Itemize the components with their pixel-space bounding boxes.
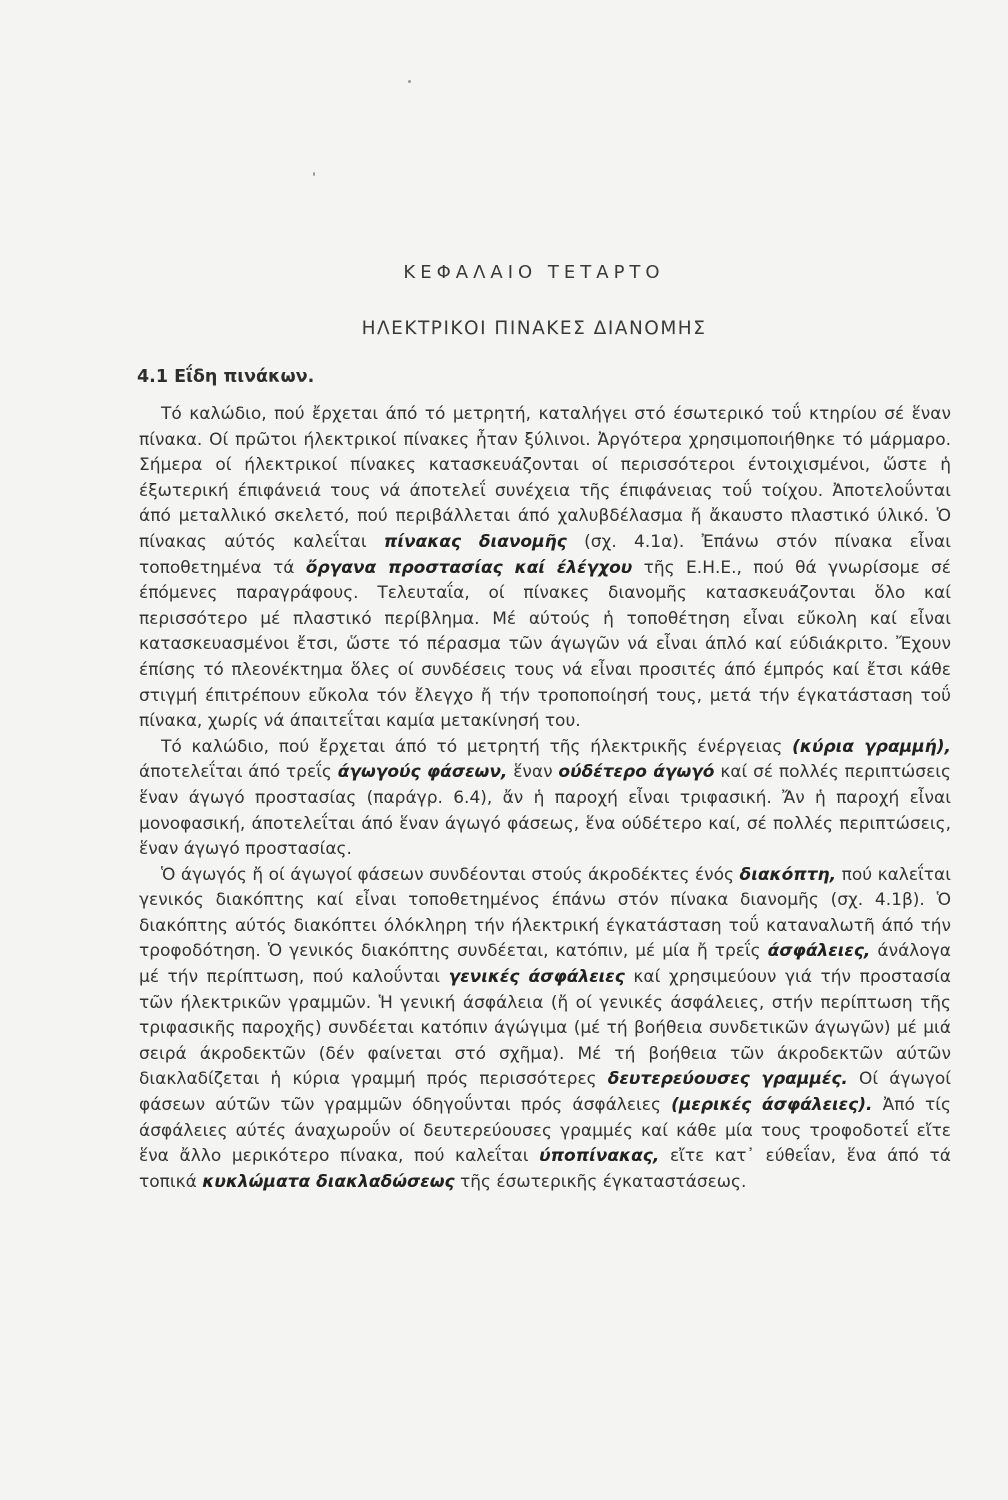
section-heading: 4.1 Εΐδη πινάκων. (137, 367, 315, 387)
text-run: Τό καλώδιο, πού ἔρχεται άπό τό μετρητή, καταλήγει στό έσωτερικό τοΰ κτηρίου σέ ἕναν πίνακα. Οί πρῶτοι ήλεκτρικοί πίνακες ἦταν ξύλινοι. Ἀργότερα χρησιμοποιήθηκε τό μάρμαρο. Σήμερα οί ήλεκτρικοί πίνακες κατασκευάζονται οί περισσότεροι έντοιχισμένοι, ὥστε ἡ έξωτερική έπιφάνειά τους νά άποτελεΐ συνέχεια τῆς έπιφάνειας τοΰ τοίχου. Ἀποτελοΰνται άπό μεταλλικό σκελετό, πού περιβάλλεται άπό χαλυβδέλασμα ἤ ἄκαυστο πλαστικό ύλικό. Ὁ πίνακας αύτός καλεΐται (139, 404, 951, 552)
key-term: ούδέτερο άγωγό (558, 762, 715, 783)
text-run: εἴτε κατ᾽ εύθεΐαν, ἕνα άπό τά τοπικά (139, 1146, 951, 1192)
key-term: άγωγούς φάσεων, (337, 762, 508, 783)
chapter-title: ΗΛΕΚΤΡΙΚΟΙ ΠΙΝΑΚΕΣ ΔΙΑΝΟΜΗΣ (361, 318, 707, 339)
text-run: τῆς έσωτερικῆς έγκαταστάσεως. (454, 1171, 747, 1192)
scan-speck (313, 172, 315, 176)
key-term: δευτερεύουσες γραμμές. (607, 1069, 848, 1090)
key-term: γενικές άσφάλειες (448, 967, 625, 988)
text-run: Οί άγωγοί φάσεων αύτῶν τῶν γραμμῶν όδηγοΰνται πρός άσφάλειες (139, 1069, 951, 1116)
text-run: πού καλεΐται γενικός διακόπτης καί εἶναι τοποθετημένος έπάνω στόν πίνακα διανομῆς (σχ. 4.1β). Ὁ διακόπτης αύτός διακόπτει όλόκληρη τήν ήλεκτρική έγκατάσταση τοΰ καταναλωτῆ άπό τήν τροφοδότηση. Ὁ γενικός διακόπτης συνδέεται, κατόπιν, μέ μία ἤ τρεΐς (139, 864, 951, 962)
text-run: άποτελεΐται άπό τρεΐς (139, 762, 338, 783)
key-term: ύποπίνακας, (539, 1146, 660, 1167)
text-run: καί χρησιμεύουν γιά τήν προστασία τῶν ήλεκτρικῶν γραμμῶν. Ἡ γενική άσφάλεια (ἤ οί γενικές άσφάλειες, στήν περίπτωση τῆς τριφασικῆς παροχῆς) συνδέεται κατόπιν άγώγιμα (μέ τή βοήθεια συνδετικῶν άγωγῶν) μέ μιά σειρά άκροδεκτῶν (δέν φαίνεται στό σχῆμα). Μέ τή βοήθεια τῶν άκροδεκτῶν αύτῶν διακλαδίζεται ἡ κύρια γραμμή πρός περισσότερες (139, 967, 951, 1090)
key-term: (κύρια γραμμή), (792, 736, 951, 757)
text-run: Ἀπό τίς άσφάλειες αύτές άναχωροΰν οί δευτερεύουσες γραμμές καί κάθε μία τους τροφοδοτεΐ εἴτε ἕνα ἄλλο μερικότερο πίνακα, πού καλεΐται (139, 1095, 951, 1167)
paragraph-2 (139, 735, 951, 863)
text-run: Ὁ άγωγός ἤ οί άγωγοί φάσεων συνδέονται στούς άκροδέκτες ένός (161, 864, 740, 885)
text-run: τῆς Ε.Η.Ε., πού θά γνωρίσομε σέ έπόμενες παραγράφους. Τελευταΐα, οί πίνακες διανομῆς κατασκευάζονται ὅλο καί περισσότερο μέ πλαστικό περίβλημα. Μέ αύτούς ἡ τοποθέτηση εἶναι εὔκολη καί εἶναι κατασκευασμένοι ἔτσι, ὥστε τό πέρασμα τῶν άγωγῶν νά εἶναι άπλό καί εύδιάκριτο. Ἔχουν έπίσης τό πλεονέκτημα ὅλες οί συνδέσεις τους νά εἶναι προσιτές άπό έμπρός καί ἔτσι κάθε στιγμή έπιτρέπουν εὔκολα τόν ἔλεγχο ἤ τήν τροποποίησή τους, μετά τήν έγκατάσταση τοΰ πίνακα, χωρίς νά άπαιτεΐται καμία μετακίνησή του. (139, 557, 952, 732)
text-run: καί σέ πολλές περιπτώσεις ἕναν άγωγό προστασίας (παράγρ. 6.4), ἄν ἡ παροχή εἶναι τριφασική. Ἄν ἡ παροχή εἶναι μονοφασική, άποτελεΐται άπό ἕναν άγωγό φάσεως, ἕνα ούδέτερο καί, σέ πολλές περιπτώσεις, ἕναν άγωγό προστασίας. (139, 762, 951, 860)
chapter-label: ΚΕΦΑΛΑΙΟ ΤΕΤΑΡΤΟ (403, 262, 665, 283)
key-term: πίνακας διανομῆς (383, 531, 567, 552)
key-term: (μερικές άσφάλειες). (671, 1095, 873, 1116)
body-text (139, 402, 951, 1195)
key-term: διακόπτη, (739, 864, 837, 885)
scan-speck (408, 80, 411, 83)
paragraph-1 (139, 402, 951, 735)
text-run: ἕναν (507, 762, 559, 783)
paragraph-3 (139, 863, 951, 1196)
text-run: άνάλογα μέ τήν περίπτωση, πού καλοΰνται (139, 941, 952, 988)
text-run: Τό καλώδιο, πού ἔρχεται άπό τό μετρητή τῆς ήλεκτρικῆς ένέργειας (161, 736, 793, 757)
key-term: άσφάλειες, (767, 941, 871, 962)
key-term: ὄργανα προστασίας καί έλέγχου (305, 557, 633, 578)
key-term: κυκλώματα διακλαδώσεως (202, 1171, 455, 1192)
text-run: (σχ. 4.1α). Ἐπάνω στόν πίνακα εἶναι τοποθετημένα τά (139, 531, 951, 578)
